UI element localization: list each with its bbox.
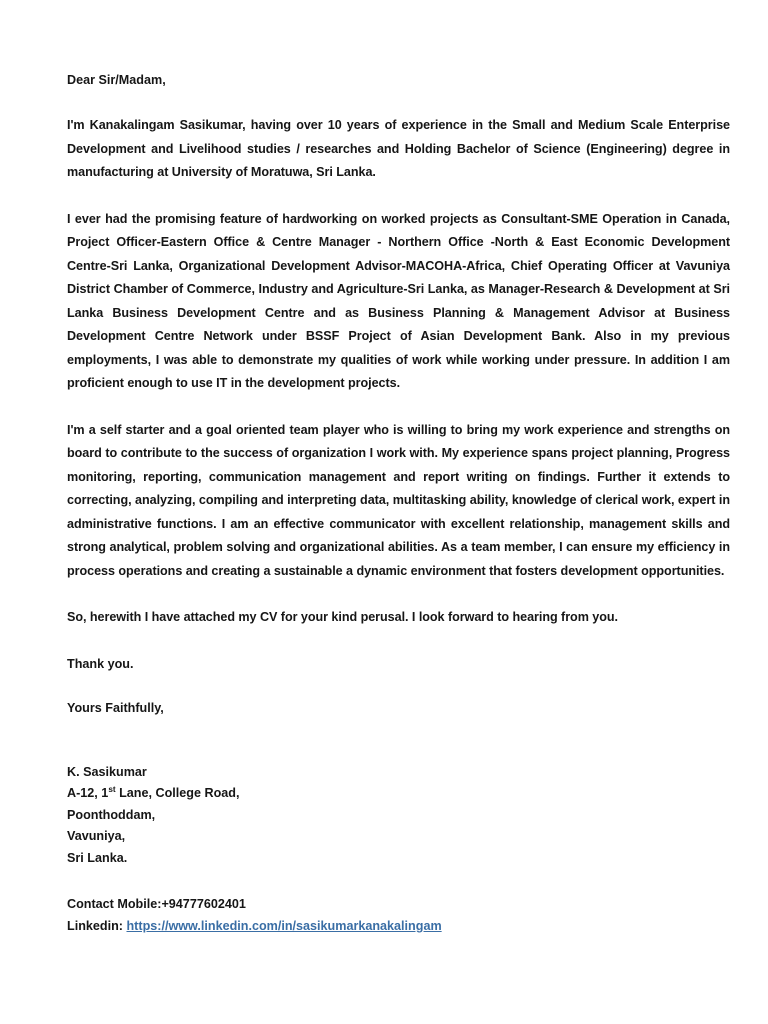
address-line-4: Sri Lanka. [67,850,128,865]
paragraph-experience: I ever had the promising feature of hardworking on worked projects as Consultant-SME Operation in Canada, Project Officer-Eastern Office & Centre Manager - Northern Office -North & East Economic Development Centre-Sri Lanka, Organizational Development Advisor-MACOHA-Africa, Chief Operating Officer at Vavuniya District Chamber of Commerce, Industry and Agriculture-Sri Lanka, as Manager-Research & Development at Sri Lanka Business Development Centre and as Business Planning & Management Advisor at Business Development Centre Network under BSSF Project of Asian Development Bank. Also in my previous employments, I was able to demonstrate my qualities of work while working under pressure. In addition I am proficient enough to use IT in the development projects. [67,211,730,390]
contact-linkedin [67,915,730,937]
spacer [67,674,730,698]
signature-block [67,762,730,870]
address-line-2: Poonthoddam, [67,807,156,822]
address-street-suffix: Lane, College Road, [115,786,240,800]
address-line-3: Vavuniya, [67,829,126,843]
paragraph-introduction: I'm Kanakalingam Sasikumar, having over 10 years of experience in the Small and Medium Scale Enterprise Development and Livelihood studies / researches and Holding Bachelor of Science (Engineering) degree in manufacturing at University of Moratuwa, Sri Lanka. [67,118,730,179]
paragraph-closing-request: So, herewith I have attached my CV for your kind perusal. I look forward to hearing from you. [67,610,618,624]
spacer [67,185,730,208]
spacer [67,90,730,114]
address-line-1 [67,783,730,805]
spacer [67,869,730,893]
spacer [67,630,730,654]
thank-you-line: Thank you. [67,656,134,671]
spacer [67,396,730,419]
paragraph-skills: I'm a self starter and a goal oriented team player who is willing to bring my work experience and strengths on board to contribute to the success of organization I work with. My experience spans project planning, Progress monitoring, reporting, communication management and report writing on findings. Further it extends to correcting, analyzing, compiling and interpreting data, multitasking ability, knowledge of clerical work, expert in administrative functions. I am an effective communicator with excellent relationship, management skills and strong analytical, problem solving and organizational abilities. As a team member, I can ensure my efficiency in process operations and creating a sustainable a dynamic environment that fosters development opportunities. [67,422,730,578]
contact-mobile: Contact Mobile:+94777602401 [67,897,246,911]
spacer [67,583,730,606]
closing-line: Yours Faithfully, [67,700,164,715]
letter-body [67,70,730,937]
linkedin-url-link[interactable]: https://www.linkedin.com/in/sasikumarkanakalingam [126,919,442,933]
signatory-name: K. Sasikumar [67,764,147,779]
contact-block [67,893,730,937]
ordinal-suffix: st [108,784,116,794]
signature-space [67,718,730,762]
linkedin-label: Linkedin: [67,919,127,933]
salutation: Dear Sir/Madam, [67,73,166,87]
address-street-prefix: A-12, 1 [67,786,109,800]
